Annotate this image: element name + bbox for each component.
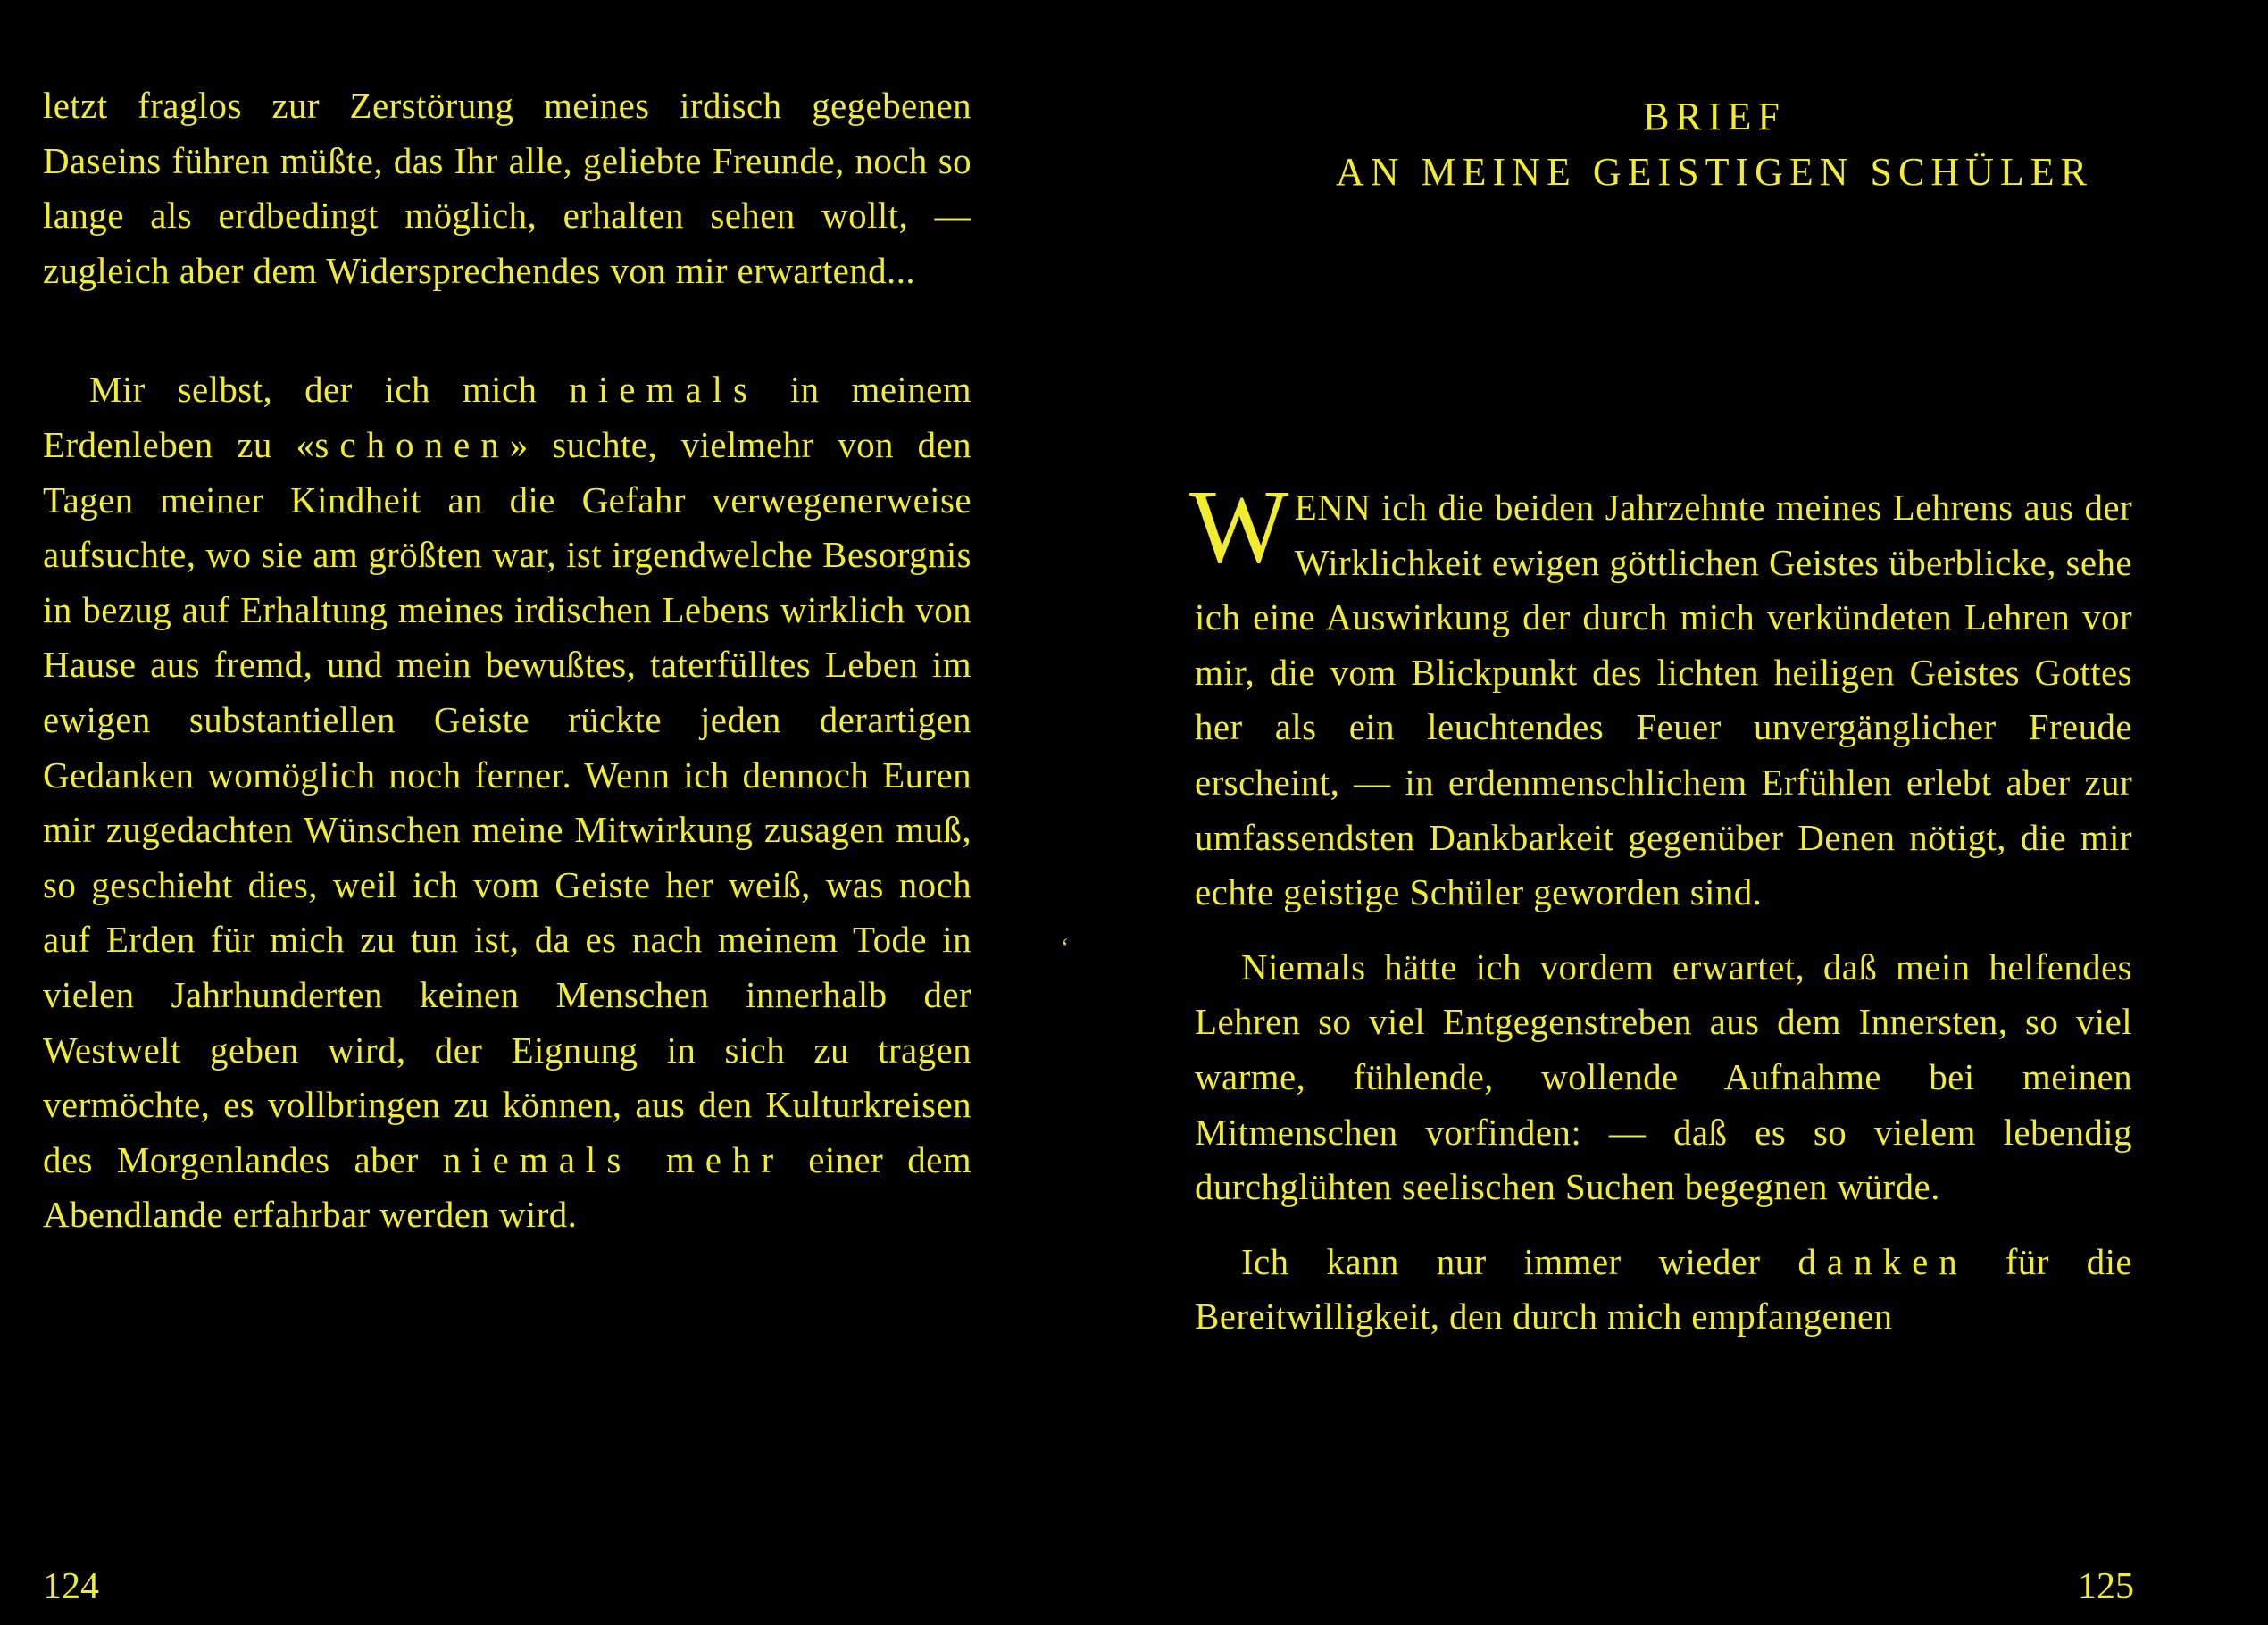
title-line-1: BRIEF: [1643, 95, 1786, 138]
text-run: ich die beiden Jahrzehnte meines Lehrens aus der Wirklichkeit ewigen göttlichen Geistes überblicke, sehe ich eine Auswirkung der durch mich verkündeten Lehren vor mir, die vom Blickpunkt des lichten heiligen Geistes Gottes her als ein leuchtendes Feuer unvergänglicher Freude erscheint, — in erdenmenschlichem Erfühlen erlebt aber zur umfassendsten Dankbarkeit gegenüber Denen nötigt, die mir echte geistige Schüler geworden sind.: [1195, 487, 2132, 913]
spaced-emphasis: danken: [1797, 1240, 1968, 1282]
spaced-emphasis: niemals mehr: [442, 1138, 785, 1180]
page-number-left: 124: [43, 1566, 99, 1607]
drop-cap: W: [1189, 468, 1289, 585]
spaced-emphasis: niemals: [569, 369, 758, 411]
text-run: Mir selbst, der ich mich: [89, 369, 570, 411]
gutter-mark: ʻ: [1061, 934, 1070, 962]
text-run: » suchte, vielmehr von den Tagen meiner Kindheit an die Gefahr verwegenerweise aufsuchte, wo sie am größten war, ist irgendwelche Besorgnis in bezug auf Erhaltung meines irdischen Lebens wirklich von Hause aus fremd, und mein bewußtes, taterfülltes Leben im ewigen substantiellen Geiste rückte jeden derartigen Gedanken womöglich noch ferner. Wenn ich dennoch Euren mir zugedachten Wünschen meine Mitwirkung zusagen muß, so geschieht dies, weil ich vom Geiste her weiß, was noch auf Erden für mich zu tun ist, da es nach meinem Tode in vielen Jahrhunderten keinen Menschen innerhalb der Westwelt geben wird, der Eignung in sich zu tragen vermöchte, es vollbringen zu können, aus den Kulturkreisen des Morgenlandes aber: [43, 423, 971, 1180]
text-run: in meinem Erdenleben zu «: [43, 369, 971, 465]
left-page: [0, 0, 1054, 1625]
right-page: [1161, 0, 2268, 1625]
right-text-column: [1189, 468, 2132, 1345]
right-paragraph-3: [1195, 1235, 2132, 1345]
page-number-right: 125: [2078, 1566, 2134, 1607]
text-run: Ich kann nur immer wieder: [1241, 1240, 1798, 1282]
left-paragraph-2: [43, 362, 971, 1243]
left-paragraph-1: letzt fraglos zur Zerstörung meines irdisch gegebenen Daseins führen müßte, das Ihr alle, geliebte Freunde, noch so lange als erdbedingt möglich, erhalten sehen wollt, — zugleich aber dem Widersprechendes von mir erwartend...: [43, 85, 971, 291]
title-line-2: AN MEINE GEISTIGEN SCHÜLER: [1335, 150, 2094, 194]
left-text-column: [43, 79, 971, 1243]
chapter-title: [1161, 89, 2268, 200]
right-paragraph-2: Niemals hätte ich vordem erwartet, daß mein helfendes Lehren so viel Entgegenstreben aus dem Innersten, so viel warme, fühlende, wollende Aufnahme bei meinen Mitmenschen vorfinden: — daß es so vielem lebendig durchglühten seelischen Suchen begegnen würde.: [1195, 946, 2132, 1208]
text-run: einer dem Abendlande erfahrbar werden wird.: [43, 1138, 971, 1236]
right-paragraph-1: [1189, 468, 2132, 921]
lead-word: ENN: [1294, 487, 1372, 528]
book-gutter: [1059, 0, 1063, 1625]
text-run: für die Bereitwilligkeit, den durch mich empfangenen: [1195, 1240, 2132, 1338]
spaced-emphasis: schonen: [314, 423, 510, 465]
